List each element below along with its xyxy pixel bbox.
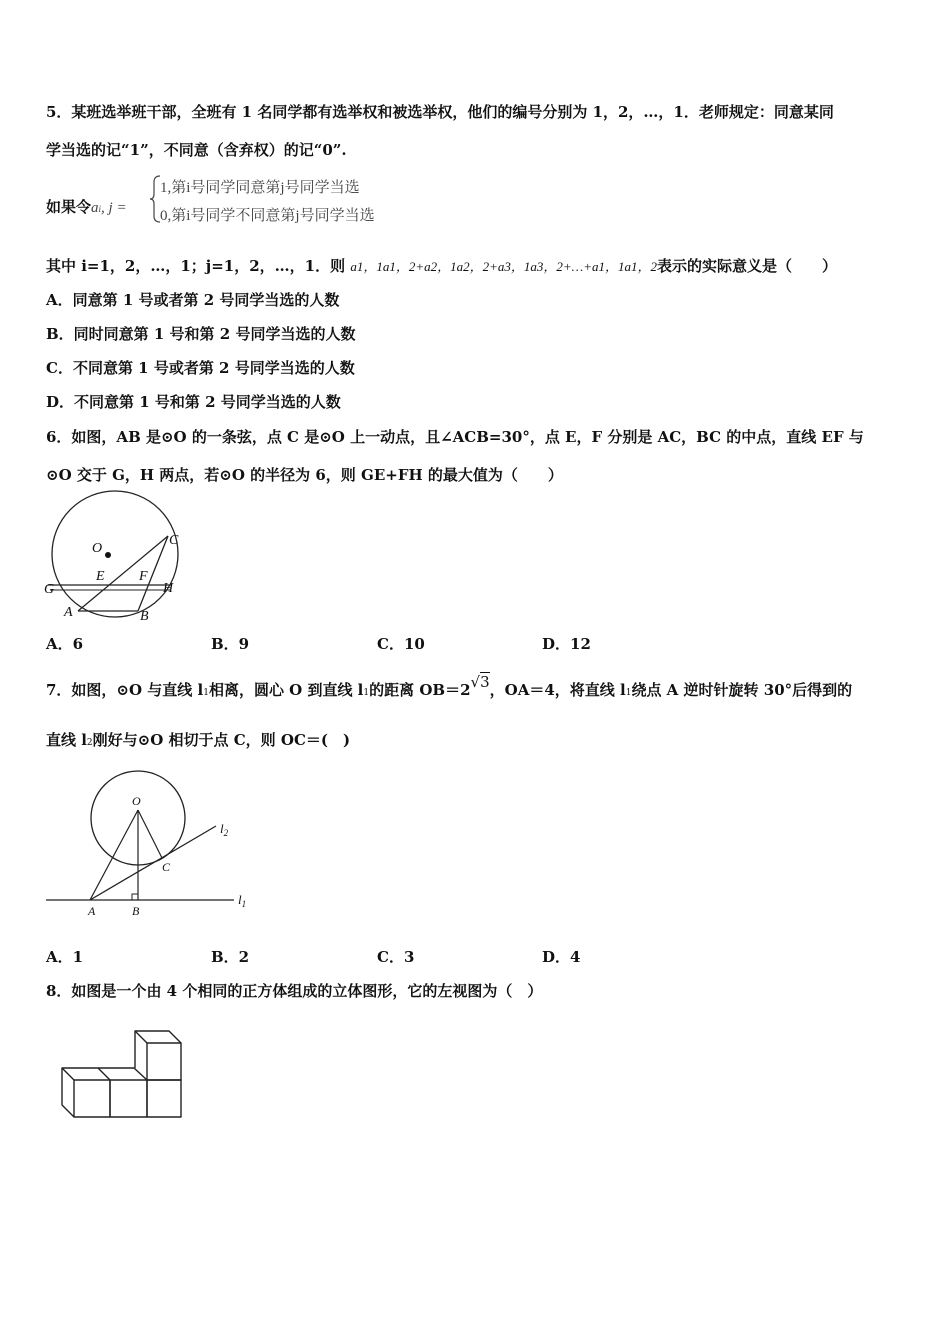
q5-line2: 学当选的记“1”，不同意（含弃权）的记“0”. xyxy=(46,141,347,159)
q5-condition-2: 0,第i号同学不同意第j号同学当选 xyxy=(160,208,375,224)
q5-def-prefix: 如果令 xyxy=(46,198,92,216)
q6-circle xyxy=(52,491,178,617)
q7-line2-a: 直线 l xyxy=(46,731,87,749)
q7-sub-1a: 1 xyxy=(203,688,209,698)
q7-label-c: C xyxy=(162,860,171,874)
q7-line1-b: 相离，圆心 O 到直线 l xyxy=(208,681,364,699)
q7-segment-oc xyxy=(138,810,162,858)
q5-option-b[interactable]: B．同时同意第 1 号和第 2 号同学当选的人数 xyxy=(46,325,356,343)
q7-line2 xyxy=(46,730,350,753)
q7-label-o: O xyxy=(132,794,141,808)
q5-option-a[interactable]: A．同意第 1 号或者第 2 号同学当选的人数 xyxy=(46,291,340,309)
q6-label-g: G xyxy=(44,582,55,597)
q6-label-a: A xyxy=(64,605,73,620)
q6-label-c: C xyxy=(169,533,179,548)
q7-figure xyxy=(44,770,264,930)
q8-left-side xyxy=(62,1068,74,1117)
q8-top-face-left xyxy=(62,1068,110,1080)
q7-option-b[interactable]: B．2 xyxy=(211,948,250,966)
q6-option-a[interactable]: A．6 xyxy=(46,635,84,653)
q6-option-c[interactable]: C．10 xyxy=(377,635,425,653)
q5-def-mid: , j = xyxy=(101,200,127,216)
q6-label-b: B xyxy=(140,609,149,624)
q6-label-e: E xyxy=(96,569,105,584)
q6-label-f: F xyxy=(139,569,148,584)
q5-def-var: a xyxy=(91,200,99,216)
q7-line2-b: 刚好与⊙O 相切于点 C，则 OC＝( ) xyxy=(92,731,351,749)
q7-right-angle-mark xyxy=(132,894,138,900)
q5-expression: a1，1a1，2+a2，1a2，2+a3，1a3，2+…+a1，1a1，2 xyxy=(350,259,657,274)
q8-cube-1-front xyxy=(74,1080,110,1117)
q7-label-l1-sub: 1 xyxy=(241,899,247,909)
q7-label-l2: $l_2$ xyxy=(220,821,229,838)
q7-line-l2 xyxy=(90,826,216,900)
q5-definition xyxy=(46,197,127,219)
q8-top-face-mid xyxy=(98,1068,147,1080)
q5-option-c[interactable]: C．不同意第 1 号或者第 2 号同学当选的人数 xyxy=(46,359,355,377)
q7-label-l1: $l_1$ xyxy=(238,892,247,909)
q7-option-a[interactable]: A．1 xyxy=(46,948,84,966)
q7-line1-d: ，OA＝4，将直线 l xyxy=(489,681,626,699)
q7-sqrt-value: 3 xyxy=(480,673,490,691)
q8-cube-4-front xyxy=(147,1043,181,1080)
q6-label-o: O xyxy=(92,541,103,556)
q7-sqrt-sign: √ xyxy=(470,673,481,691)
q7-label-a: A xyxy=(88,904,96,918)
q8-cube-3-front xyxy=(147,1080,181,1117)
q6-line2: ⊙O 交于 G，H 两点，若⊙O 的半径为 6，则 GE+FH 的最大值为（ ） xyxy=(46,466,563,484)
q8-cube-2-front xyxy=(110,1080,147,1117)
q6-line1: 6．如图，AB 是⊙O 的一条弦，点 C 是⊙O 上一动点，且∠ACB=30°，点 E，F 分别是 AC，BC 的中点，直线 EF 与 xyxy=(46,428,864,446)
q5-line4-a: 其中 i=1，2，…，1；j=1，2，…，1．则 xyxy=(46,257,351,275)
q7-label-l2-sub: 2 xyxy=(223,828,229,838)
q7-option-c[interactable]: C．3 xyxy=(377,948,415,966)
q5-line4 xyxy=(46,256,837,277)
q8-line1: 8．如图是一个由 4 个相同的正方体组成的立体图形，它的左视图为（ ） xyxy=(46,982,543,1000)
q6-center-dot xyxy=(105,552,111,558)
q5-def-sub: i xyxy=(98,204,102,214)
q6-label-h: H xyxy=(163,581,174,596)
q8-cube-figure xyxy=(56,1028,206,1128)
q8-top-cube-faces xyxy=(135,1031,181,1043)
q5-option-d[interactable]: D．不同意第 1 号和第 2 号同学当选的人数 xyxy=(46,393,341,411)
q7-line1 xyxy=(46,673,853,703)
q7-line1-c: 的距离 OB＝2 xyxy=(369,681,471,699)
q5-line4-b: 表示的实际意义是（ ） xyxy=(657,257,838,275)
q7-sub-2: 2 xyxy=(86,738,93,748)
q5-condition-1: 1,第i号同学同意第j号同学当选 xyxy=(160,180,360,196)
q7-sub-1c: 1 xyxy=(625,688,632,698)
q7-label-b: B xyxy=(132,904,140,918)
q7-line1-e: 绕点 A 逆时针旋转 30°后得到的 xyxy=(631,681,853,699)
q6-option-b[interactable]: B．9 xyxy=(211,635,250,653)
q6-figure xyxy=(40,494,200,624)
q6-option-d[interactable]: D．12 xyxy=(542,635,591,653)
q7-sub-1b: 1 xyxy=(363,688,370,698)
q7-option-d[interactable]: D．4 xyxy=(542,948,581,966)
q7-line1-a: 7．如图，⊙O 与直线 l xyxy=(46,681,204,699)
q5-line1: 5．某班选举班干部，全班有 1 名同学都有选举权和被选举权，他们的编号分别为 1，2，…，1．老师规定：同意某同 xyxy=(46,103,834,121)
